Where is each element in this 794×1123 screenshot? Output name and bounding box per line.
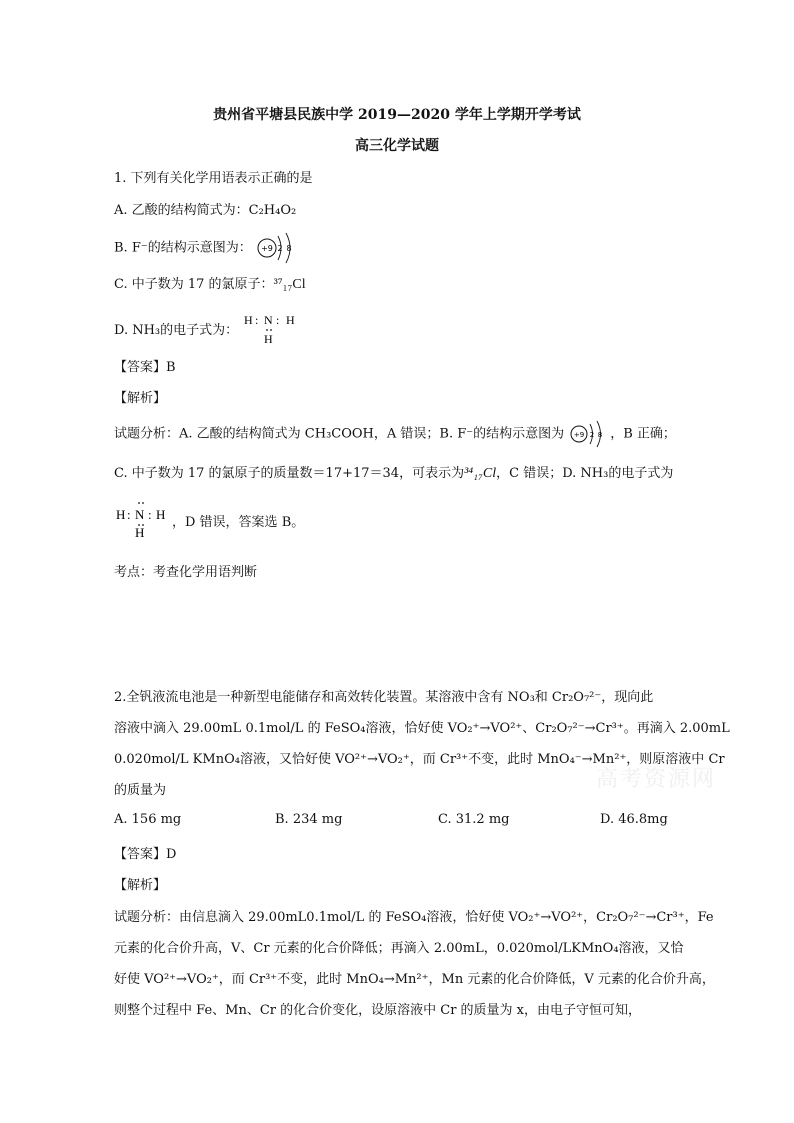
q1-option-d xyxy=(114,314,304,348)
chlorine-37-symbol: ³⁷₁₇Cl xyxy=(273,277,306,292)
nucleus-label: +9 xyxy=(260,244,273,253)
q1-analysis-line-2-text: C. 中子数为 17 的氯原子的质量数＝17+17＝34，可表示为 xyxy=(114,466,465,481)
q2-analysis-line-2: 元素的化合价升高，V、Cr 元素的化合价降低；再滴入 2.00mL，0.020mol/LKMnO₄溶液，又恰 xyxy=(114,941,684,956)
svg-text::: : xyxy=(148,507,152,522)
svg-text::: : xyxy=(276,314,280,327)
svg-text:2: 2 xyxy=(590,431,595,439)
shell-1-label: 2 xyxy=(277,244,283,253)
svg-text::: : xyxy=(127,507,131,522)
svg-text:H: H xyxy=(135,525,145,538)
q1-option-b-text: B. F⁻的结构示意图为： xyxy=(114,240,252,256)
q1-option-a: A. 乙酸的结构简式为：C₂H₄O₂ xyxy=(114,203,297,218)
svg-text:H: H xyxy=(244,314,253,327)
svg-text:8: 8 xyxy=(598,431,603,439)
q2-analysis-label: 【解析】 xyxy=(114,878,167,893)
q2-option-b: B. 234 mg xyxy=(275,812,343,827)
exam-subtitle: 高三化学试题 xyxy=(355,138,439,154)
q1-analysis-line-1 xyxy=(114,419,676,449)
chlorine-34-symbol: ³⁴₁₇Cl xyxy=(464,466,497,481)
svg-text::: : xyxy=(255,314,259,327)
svg-text:H: H xyxy=(264,332,273,346)
q2-option-d: D. 46.8mg xyxy=(600,812,668,827)
q1-analysis-line-1-end: ，B 正确； xyxy=(610,426,676,442)
q1-stem: 1. 下列有关化学用语表示正确的是 xyxy=(114,171,313,186)
fluoride-structure-diagram xyxy=(256,230,298,266)
q2-analysis-line-4: 则整个过程中 Fe、Mn、Cr 的化合价变化，设原溶液中 Cr 的质量为 x，由电子守恒可知， xyxy=(114,1003,642,1018)
q1-option-d-text: D. NH₃的电子式为： xyxy=(114,323,239,338)
svg-text:N: N xyxy=(264,314,273,327)
svg-text:H: H xyxy=(156,507,166,522)
q2-stem-line-2: 溶液中滴入 29.00mL 0.1mol/L 的 FeSO₄溶液，恰好使 VO₂⁺→VO²⁺、Cr₂O₇²⁻→Cr³⁺。再滴入 2.00mL xyxy=(114,721,730,736)
exam-title: 贵州省平塘县民族中学 2019—2020 学年上学期开学考试 xyxy=(213,107,581,123)
q2-option-a: A. 156 mg xyxy=(114,812,182,827)
q2-stem-line-1: 2.全钒液流电池是一种新型电能储存和高效转化装置。某溶液中含有 NO₃和 Cr₂O₇²⁻，现向此 xyxy=(114,690,654,705)
fluoride-structure-diagram-inline xyxy=(568,419,610,449)
q1-analysis-line-3 xyxy=(114,500,304,538)
q2-stem-line-3: 0.020mol/L KMnO₄溶液，又恰好使 VO²⁺→VO₂⁺，而 Cr³⁺不变，此时 MnO₄⁻→Mn²⁺，则原溶液中 Cr xyxy=(114,752,725,767)
svg-text:H: H xyxy=(286,314,295,327)
q1-analysis-label: 【解析】 xyxy=(114,391,167,406)
q1-analysis-line-2-end: ，C 错误；D. NH₃的电子式为 xyxy=(496,466,674,481)
q2-answer: 【答案】D xyxy=(114,847,177,862)
q1-analysis-line-1-text: 试题分析：A. 乙酸的结构简式为 CH₃COOH，A 错误；B. F⁻的结构示意图为 xyxy=(114,426,565,442)
svg-text:+9: +9 xyxy=(574,431,585,439)
q1-option-b xyxy=(114,230,298,266)
ammonia-electron-formula xyxy=(114,500,172,538)
q1-analysis-line-3-text: ，D 错误，答案选 B。 xyxy=(172,515,305,530)
q1-kaodian: 考点：考查化学用语判断 xyxy=(114,565,258,580)
q1-option-c-text: C. 中子数为 17 的氯原子： xyxy=(114,277,274,292)
q2-option-c: C. 31.2 mg xyxy=(438,812,510,827)
svg-text:N: N xyxy=(135,507,145,522)
q2-analysis-line-3: 好使 VO²⁺→VO₂⁺，而 Cr³⁺不变，此时 MnO₄→Mn²⁺，Mn 元素的化合价降低，V 元素的化合价升高， xyxy=(114,972,715,987)
q2-stem-line-4: 的质量为 xyxy=(114,783,167,798)
shell-2-label: 8 xyxy=(286,244,292,253)
watermark: 高考资源网 xyxy=(596,767,717,792)
ammonia-electron-formula-small xyxy=(242,314,304,348)
q1-answer: 【答案】B xyxy=(114,360,176,375)
q1-analysis-line-2 xyxy=(114,462,673,482)
svg-text:H: H xyxy=(116,507,126,522)
q1-option-c xyxy=(114,273,306,293)
q2-analysis-line-1: 试题分析：由信息滴入 29.00mL0.1mol/L 的 FeSO₄溶液，恰好使 VO₂⁺→VO²⁺，Cr₂O₇²⁻→Cr³⁺，Fe xyxy=(114,910,714,925)
